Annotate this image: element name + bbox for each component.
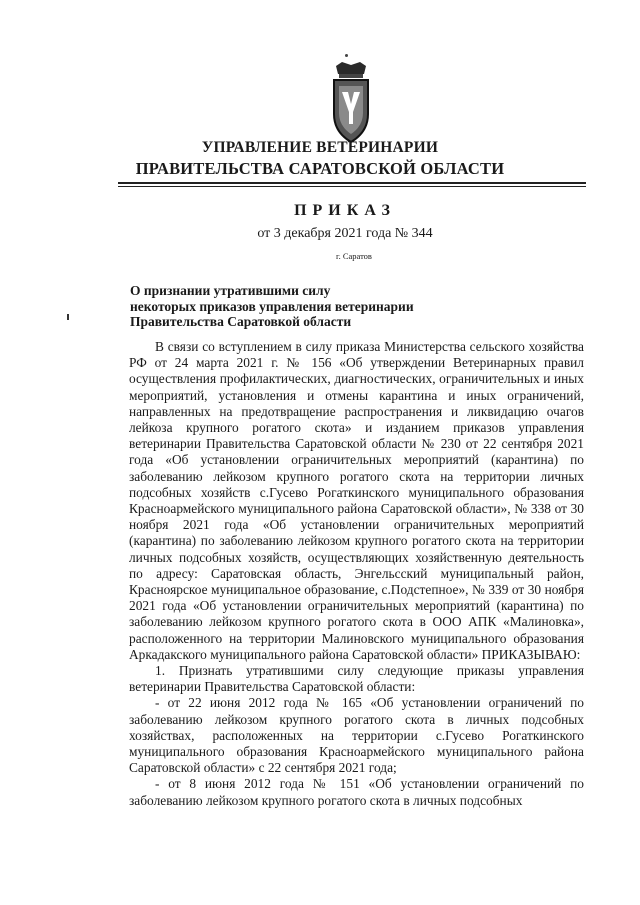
header-divider-thin bbox=[118, 186, 586, 187]
saratov-coat-of-arms-icon bbox=[328, 62, 374, 144]
preamble-paragraph: В связи со вступлением в силу приказа Министерства сельского хозяйства РФ от 24 марта 2021 г. № 156 «Об утверждении Ветеринарных правил осуществления профилактических, диагностических, ограничительных и иных мероприятий, установления и отмены карантина и иных ограничений, направленных на предотвращение распространения и ликвидацию очагов лейкоза крупного рогатого скота» и изданием приказов управления ветеринарии Правительства Саратовской области № 230 от 22 сентября 2021 года «Об установлении ограничительных мероприятий (карантина) по заболеванию лейкозом крупного рогатого скота на территории личных подсобных хозяйств с.Гусево Рогаткинского муниципального образования Красноармейского муниципального района Саратовской области», № 338 от 30 ноября 2021 года «Об установлении ограничительных мероприятий (карантина) по заболеванию лейкозом крупного рогатого скота на территории личных подсобных хозяйств, осуществляющих хозяйственную деятельность по адресу: Саратовская область, Энгельсский муниципальный район, Красноярское муниципальное образование, с.Подстепное», № 339 от 30 ноября 2021 года «Об установлении ограничительных мероприятий (карантина) по заболеванию лейкозом крупного рогатого скота в ООО АПК «Малиновка», расположенного на территории Малиновского муниципального образования Аркадакского муниципального района Саратовской области» ПРИКАЗЫВАЮ: bbox=[129, 339, 584, 662]
org-name-line2: ПРАВИТЕЛЬСТВА САРАТОВСКОЙ ОБЛАСТИ bbox=[135, 159, 505, 178]
order-item-1a: - от 22 июня 2012 года № 165 «Об установлении ограничений по заболеванию лейкозом крупного рогатого скота в личных подсобных хозяйствах, расположенных на территории с.Гусево Рогаткинского муниципального образования Красноармейского муниципального района Саратовской области» с 22 сентября 2021 года; bbox=[129, 695, 584, 776]
document-title: ПРИКАЗ bbox=[294, 202, 396, 219]
org-name-line1: УПРАВЛЕНИЕ ВЕТЕРИНАРИИ bbox=[201, 139, 439, 156]
subject-line3: Правительства Саратовкой области bbox=[130, 314, 352, 329]
subject-line2: некоторых приказов управления ветеринарии bbox=[130, 298, 414, 314]
order-subject bbox=[130, 283, 414, 330]
subject-line1: О признании утратившими силу bbox=[130, 283, 331, 298]
order-item-1: 1. Признать утратившими силу следующие приказы управления ветеринарии Правительства Саратовской области: bbox=[129, 663, 584, 695]
scan-speck bbox=[345, 54, 348, 57]
header-divider-thick bbox=[118, 182, 586, 184]
order-city: г. Саратов bbox=[336, 251, 372, 261]
order-item-1b: - от 8 июня 2012 года № 151 «Об установлении ограничений по заболеванию лейкозом крупного рогатого скота в личных подсобных bbox=[129, 776, 584, 808]
margin-mark bbox=[67, 314, 69, 320]
order-body bbox=[129, 339, 584, 809]
order-date-number: от 3 декабря 2021 года № 344 bbox=[257, 226, 433, 241]
